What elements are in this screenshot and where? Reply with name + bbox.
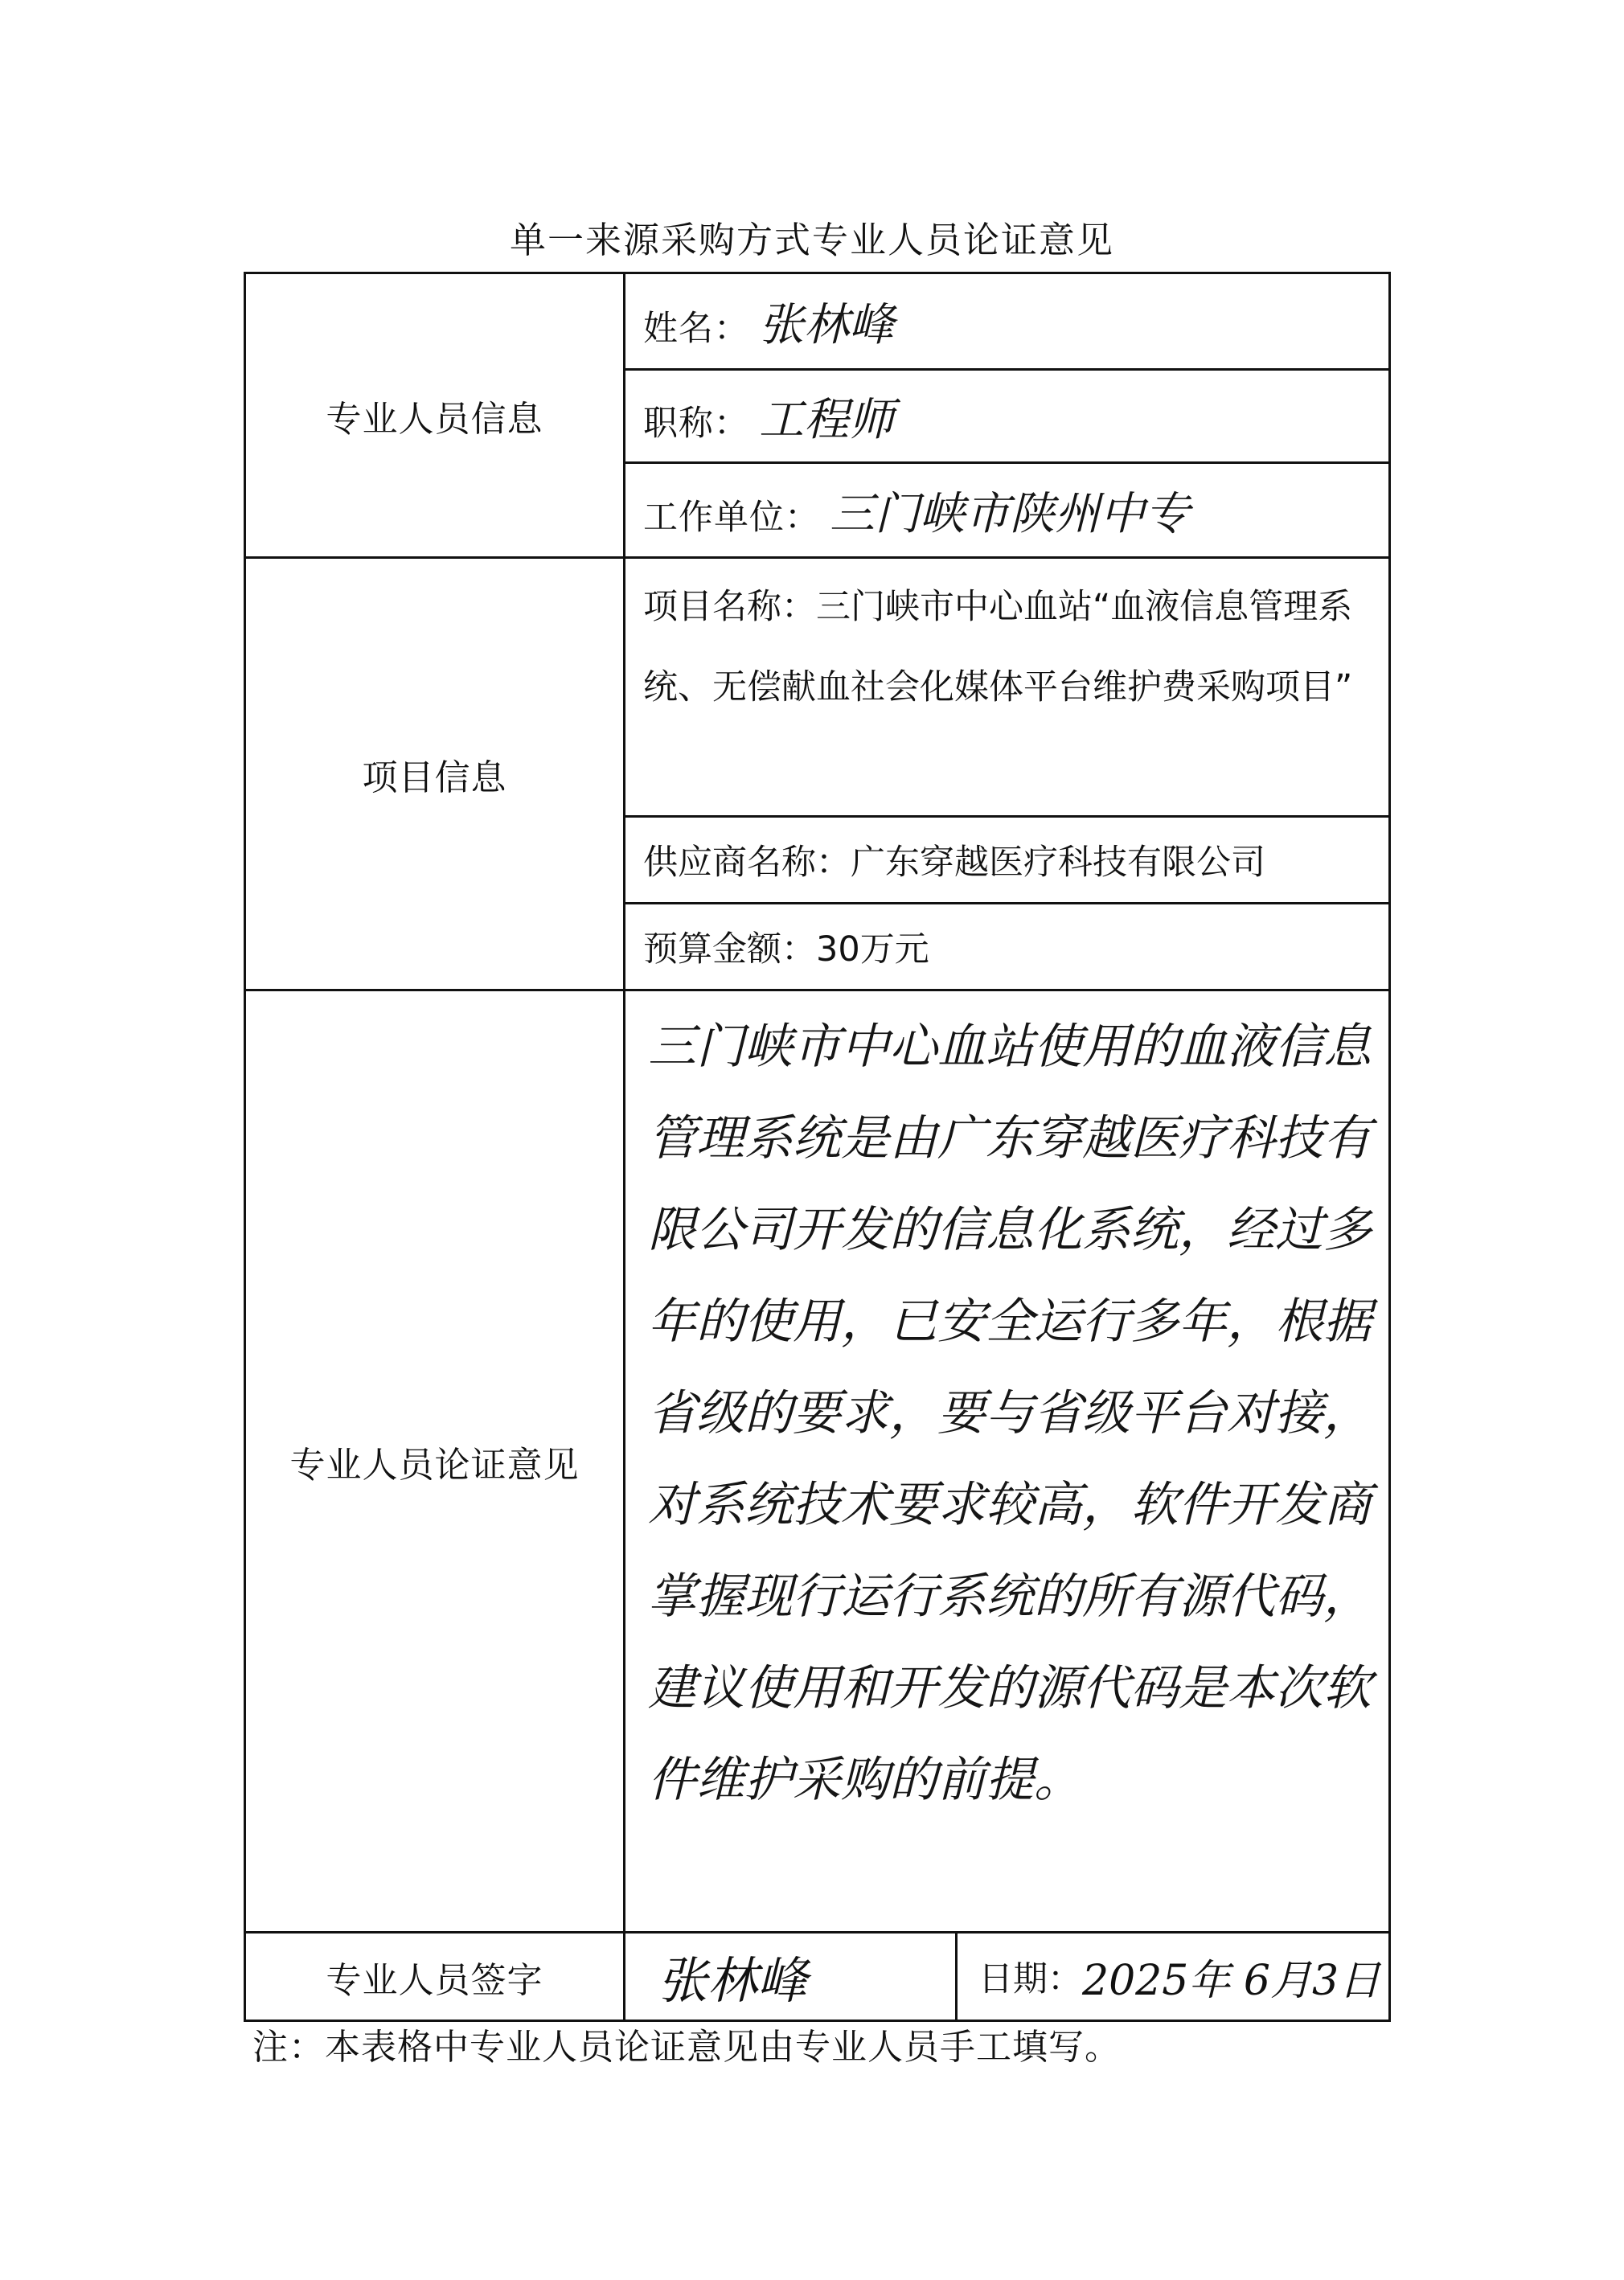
form-title: 单一来源采购方式专业人员论证意见: [509, 219, 1114, 261]
opinion-row: [245, 990, 1390, 1933]
name-label: 姓名：: [643, 308, 749, 349]
project-name-cell: [625, 558, 1390, 817]
handwritten-opinion-text: 三门峡市中心血站使用的血液信息管理系统是由广东穿越医疗科技有限公司开发的信息化系统，经过多年的使用，已安全运行多年，根据省级的要求，要与省级平台对接，对系统技术要求较高，软件开发商掌握现行运行系统的所有源代码，建议使用和开发的源代码是本次软件维护采购的前提。: [648, 1019, 1372, 1808]
signature-cell: [625, 1933, 1390, 2021]
date-box: [955, 1933, 1388, 2020]
title-value: 工程师: [759, 393, 894, 446]
project-name-row: [245, 558, 1390, 817]
date-value: 2025年 6月3日: [1082, 1957, 1381, 2005]
employer-value: 三门峡市陕州中专: [830, 487, 1190, 540]
handwritten-signature: 张林峰: [658, 1951, 808, 2010]
title-label: 职称：: [643, 403, 749, 444]
employer-label: 工作单位：: [643, 497, 820, 538]
title-cell: [625, 370, 1390, 463]
evaluation-form-table: [244, 272, 1391, 2022]
name-value: 张林峰: [759, 298, 894, 351]
project-name-label: 项目名称：: [643, 587, 816, 627]
name-cell: [625, 273, 1390, 370]
supplier-value: 广东穿越医疗科技有限公司: [851, 843, 1265, 883]
date-label: 日期：: [978, 1959, 1082, 1999]
supplier-label: 供应商名称：: [643, 843, 851, 883]
opinion-section-label: 专业人员论证意见: [245, 990, 625, 1933]
budget-cell: [625, 904, 1390, 990]
opinion-cell: [625, 990, 1390, 1933]
supplier-cell: [625, 817, 1390, 904]
employer-cell: [625, 463, 1390, 558]
budget-value: 30万元: [816, 929, 929, 970]
name-row: [245, 273, 1390, 370]
personnel-section-label: 专业人员信息: [245, 273, 625, 558]
footnote: 注：本表格中专业人员论证意见由专业人员手工填写。: [252, 2027, 1121, 2068]
project-section-label: 项目信息: [245, 558, 625, 990]
signature-row: [245, 1933, 1390, 2021]
project-name-value: 三门峡市中心血站“血液信息管理系统、无偿献血社会化媒体平台维护费采购项目”: [643, 587, 1353, 707]
signature-label: 专业人员签字: [245, 1933, 625, 2021]
budget-label: 预算金额：: [643, 929, 816, 970]
